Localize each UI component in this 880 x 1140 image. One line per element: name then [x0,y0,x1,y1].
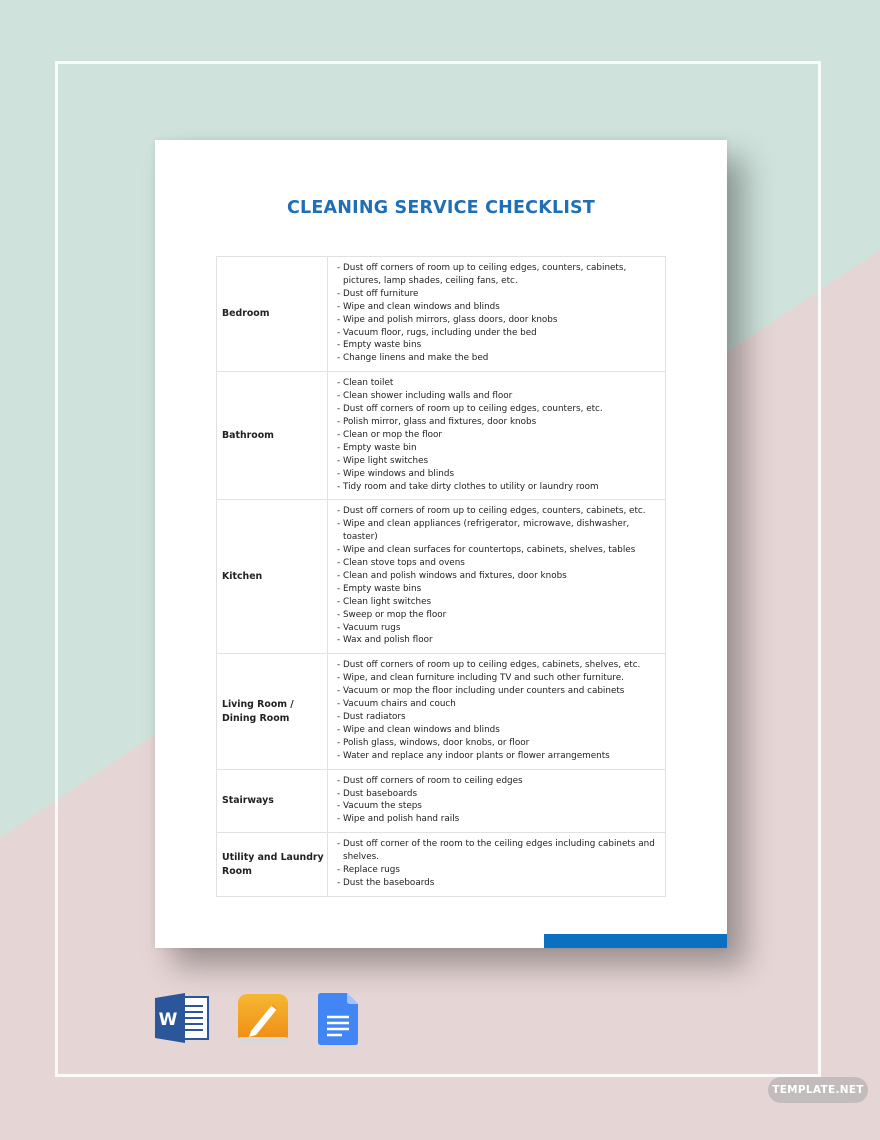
task-list [328,372,666,500]
room-name-line: Bedroom [222,308,270,320]
checklist-row [217,769,666,833]
checklist-row [217,654,666,769]
task-item: - Dust off corners of room up to ceiling edges, counters, etc. [337,404,603,415]
template-net-watermark[interactable]: TEMPLATE.NET [768,1077,868,1103]
room-name [217,372,328,500]
task-item: - Dust radiators [337,712,406,722]
task-item: - Clean light switches [337,596,432,607]
room-name-line: Utility and Laundry [222,852,324,864]
task-item: - Vacuum the steps [337,801,422,812]
task-item: - Vacuum rugs [337,622,401,633]
task-list [328,500,666,654]
room-name-line: Kitchen [222,571,263,583]
task-item: - Dust the baseboards [337,877,435,888]
room-name-line: Stairways [222,795,274,807]
task-item: - Water and replace any indoor plants or flower arrangements [337,750,610,761]
room-name [217,257,328,372]
room-name-line: Bathroom [222,430,274,442]
task-item: - Clean stove tops and ovens [337,558,465,569]
footer-accent-bar [544,934,727,948]
task-item: - Dust off corners of room up to ceiling edges, cabinets, shelves, etc. [337,660,641,671]
task-item: - Empty waste bin [337,442,417,453]
task-item: - Wipe light switches [337,455,429,466]
task-item: - Clean shower including walls and floor [337,391,513,402]
task-item: - Polish mirror, glass and fixtures, door knobs [337,416,537,427]
task-item: - Dust off corner of the room to the ceiling edges including cabinets and shelves. [337,839,655,863]
task-item: - Dust baseboards [337,788,418,799]
task-item: - Empty waste bins [337,340,422,351]
task-item: - Empty waste bins [337,583,422,594]
room-name-line: Living Room / [222,699,294,710]
task-item: - Wipe windows and blinds [337,468,455,479]
room-name [217,833,328,897]
task-item: - Dust off corners of room up to ceiling edges, counters, cabinets, etc. [337,506,646,517]
task-item: - Sweep or mop the floor [337,609,447,620]
task-list [328,654,666,769]
checklist-table [216,256,666,897]
checklist-row [217,372,666,500]
task-item: - Clean and polish windows and fixtures, door knobs [337,570,567,581]
checklist-row [217,833,666,897]
task-item: - Replace rugs [337,865,400,876]
task-item: - Change linens and make the bed [337,353,489,364]
task-item: - Wipe and polish mirrors, glass doors, door knobs [337,314,558,325]
task-item: - Dust off corners of room up to ceiling edges, counters, cabinets, pictures, lamp shades, ceiling fans, etc. [337,263,627,286]
room-name [217,769,328,833]
checklist-row [217,500,666,654]
task-list [328,833,666,897]
task-item: - Wipe and polish hand rails [337,814,460,825]
task-item: - Polish glass, windows, door knobs, or floor [337,737,530,748]
task-list [328,257,666,372]
task-item: - Clean or mop the floor [337,429,443,440]
task-item: - Vacuum floor, rugs, including under the bed [337,327,537,338]
task-item: - Tidy room and take dirty clothes to utility or laundry room [337,481,599,492]
room-name [217,654,328,769]
task-item: - Wax and polish floor [337,635,433,646]
checklist-row [217,257,666,372]
pages-icon [237,993,289,1050]
google-docs-icon [318,993,360,1050]
task-list [328,769,666,833]
document-title: CLEANING SERVICE CHECKLIST [287,198,595,218]
task-item: - Wipe and clean surfaces for countertops, cabinets, shelves, tables [337,545,636,556]
task-item: - Dust off furniture [337,288,419,299]
task-item: - Dust off corners of room to ceiling edges [337,775,523,786]
room-name-line: Room [222,865,252,877]
word-icon [155,993,210,1048]
task-item: - Vacuum or mop the floor including under counters and cabinets [337,686,625,697]
room-name [217,500,328,654]
task-item: - Wipe and clean windows and blinds [337,724,500,735]
task-item: - Wipe and clean appliances (refrigerator, microwave, dishwasher, toaster) [337,519,630,543]
task-item: - Wipe, and clean furniture including TV and such other furniture. [337,673,624,684]
task-item: - Vacuum chairs and couch [337,699,456,710]
word-icon-glyph: W [158,1010,178,1030]
room-name-line: Dining Room [222,712,290,724]
task-item: - Wipe and clean windows and blinds [337,301,500,312]
task-item: - Clean toilet [337,378,394,389]
document-page [155,140,727,948]
